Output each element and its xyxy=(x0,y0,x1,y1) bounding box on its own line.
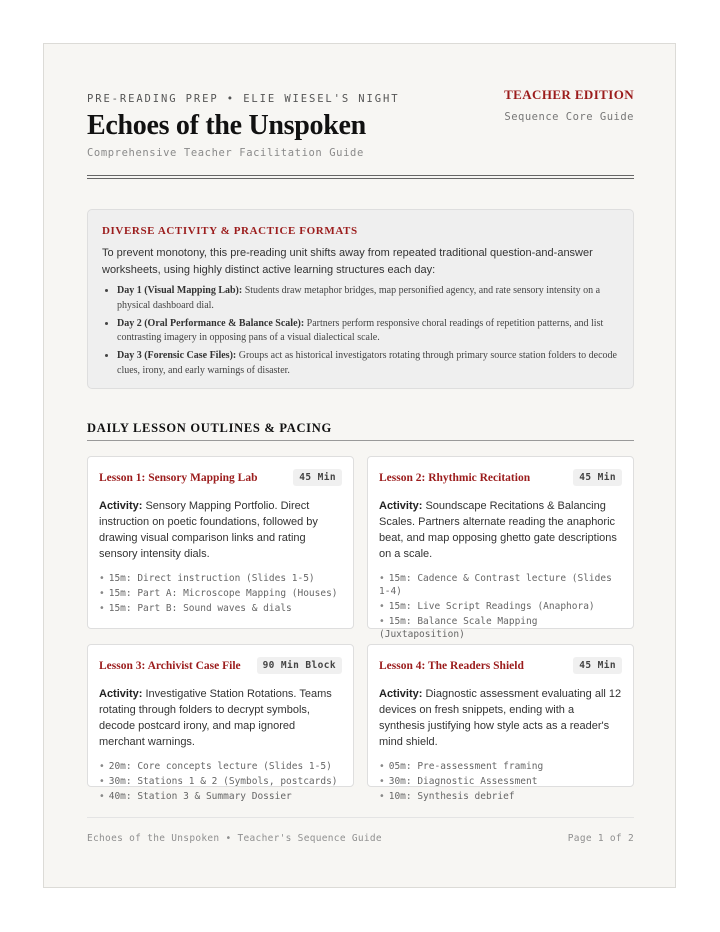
lesson-activity: Activity: Diagnostic assessment evaluating all 12 devices on fresh snippets, ending with a synthesis justifying how style acts as a reader's mind shield. xyxy=(379,688,622,748)
duration-badge: 90 Min Block xyxy=(257,657,342,674)
section-divider xyxy=(87,440,634,441)
header-divider xyxy=(87,175,634,179)
format-list xyxy=(102,284,619,378)
callout-intro: To prevent monotony, this pre-reading unit shifts away from repeated traditional question-and-answer worksheets, using highly distinct active learning structures each day: xyxy=(102,247,593,276)
activity-formats-callout xyxy=(87,209,634,389)
lesson-title: Lesson 1: Sensory Mapping Lab xyxy=(99,472,258,484)
format-item-day-2: • Day 2 (Oral Performance & Balance Scale): Partners perform responsive choral readings of repetition patterns, and list contrasting imagery in opposing pans of a visual dialectical scale. xyxy=(117,317,619,346)
section-heading: DAILY LESSON OUTLINES & PACING xyxy=(87,421,332,435)
unit-kicker: PRE-READING PREP • ELIE WIESEL'S NIGHT xyxy=(87,93,400,105)
pacing-list xyxy=(379,572,622,641)
lesson-card-3 xyxy=(87,644,354,802)
pacing-list xyxy=(99,760,342,803)
lesson-activity: Activity: Investigative Station Rotations. Teams rotating through folders to decrypt symbols, decode postcard irony, and map ignored merchant warnings. xyxy=(99,688,332,748)
pacing-step: • 30m: Stations 1 & 2 (Symbols, postcards) xyxy=(99,776,338,787)
pacing-step: • 15m: Cadence & Contrast lecture (Slides 1-4) xyxy=(379,573,612,597)
lesson-card-4 xyxy=(367,644,634,802)
pacing-list xyxy=(379,760,622,803)
pacing-step: • 40m: Station 3 & Summary Dossier xyxy=(99,791,292,802)
pacing-step: • 05m: Pre-assessment framing xyxy=(379,761,544,772)
edition-subtitle: Sequence Core Guide xyxy=(504,111,634,123)
format-item-day-3: • Day 3 (Forensic Case Files): Groups act as historical investigators rotating through primary source station folders to decode clues, irony, and early warnings of disaster. xyxy=(117,349,619,378)
duration-badge: 45 Min xyxy=(293,469,342,486)
pacing-step: • 15m: Live Script Readings (Anaphora) xyxy=(379,601,595,612)
pacing-step: • 15m: Balance Scale Mapping (Juxtaposition) xyxy=(379,616,538,640)
pacing-step: • 10m: Synthesis debrief xyxy=(379,791,515,802)
footer-divider xyxy=(87,817,634,818)
page-title: Echoes of the Unspoken xyxy=(87,110,366,141)
edition-label: TEACHER EDITION xyxy=(504,87,634,102)
page-subtitle: Comprehensive Teacher Facilitation Guide xyxy=(87,147,364,159)
pacing-step: • 30m: Diagnostic Assessment xyxy=(379,776,538,787)
document-page xyxy=(43,43,676,888)
pacing-step: • 20m: Core concepts lecture (Slides 1-5) xyxy=(99,761,332,772)
lesson-card-2 xyxy=(367,456,634,640)
lesson-card-1 xyxy=(87,456,354,629)
pacing-step: • 15m: Part B: Sound waves & dials xyxy=(99,603,292,614)
lesson-activity: Activity: Soundscape Recitations & Balancing Scales. Partners alternate reading the anaphoric beat, and map opposing ghetto gate descriptions on a scale. xyxy=(379,500,617,560)
lesson-activity: Activity: Sensory Mapping Portfolio. Direct instruction on poetic foundations, followed by drawing visual comparison links and rating sensory intensity dials. xyxy=(99,500,318,560)
duration-badge: 45 Min xyxy=(573,469,622,486)
duration-badge: 45 Min xyxy=(573,657,622,674)
footer-title: Echoes of the Unspoken • Teacher's Sequence Guide xyxy=(87,833,382,844)
lesson-title: Lesson 3: Archivist Case File xyxy=(99,660,241,672)
callout-title: DIVERSE ACTIVITY & PRACTICE FORMATS xyxy=(102,225,358,237)
pacing-step: • 15m: Direct instruction (Slides 1-5) xyxy=(99,573,315,584)
page-number: Page 1 of 2 xyxy=(567,833,634,844)
pacing-step: • 15m: Part A: Microscope Mapping (Houses) xyxy=(99,588,338,599)
lesson-title: Lesson 2: Rhythmic Recitation xyxy=(379,472,531,484)
format-item-day-1: • Day 1 (Visual Mapping Lab): Students draw metaphor bridges, map personified agency, and rate sensory intensity on a physical dashboard dial. xyxy=(117,284,619,313)
pacing-list xyxy=(99,572,342,615)
lesson-title: Lesson 4: The Readers Shield xyxy=(379,660,524,672)
